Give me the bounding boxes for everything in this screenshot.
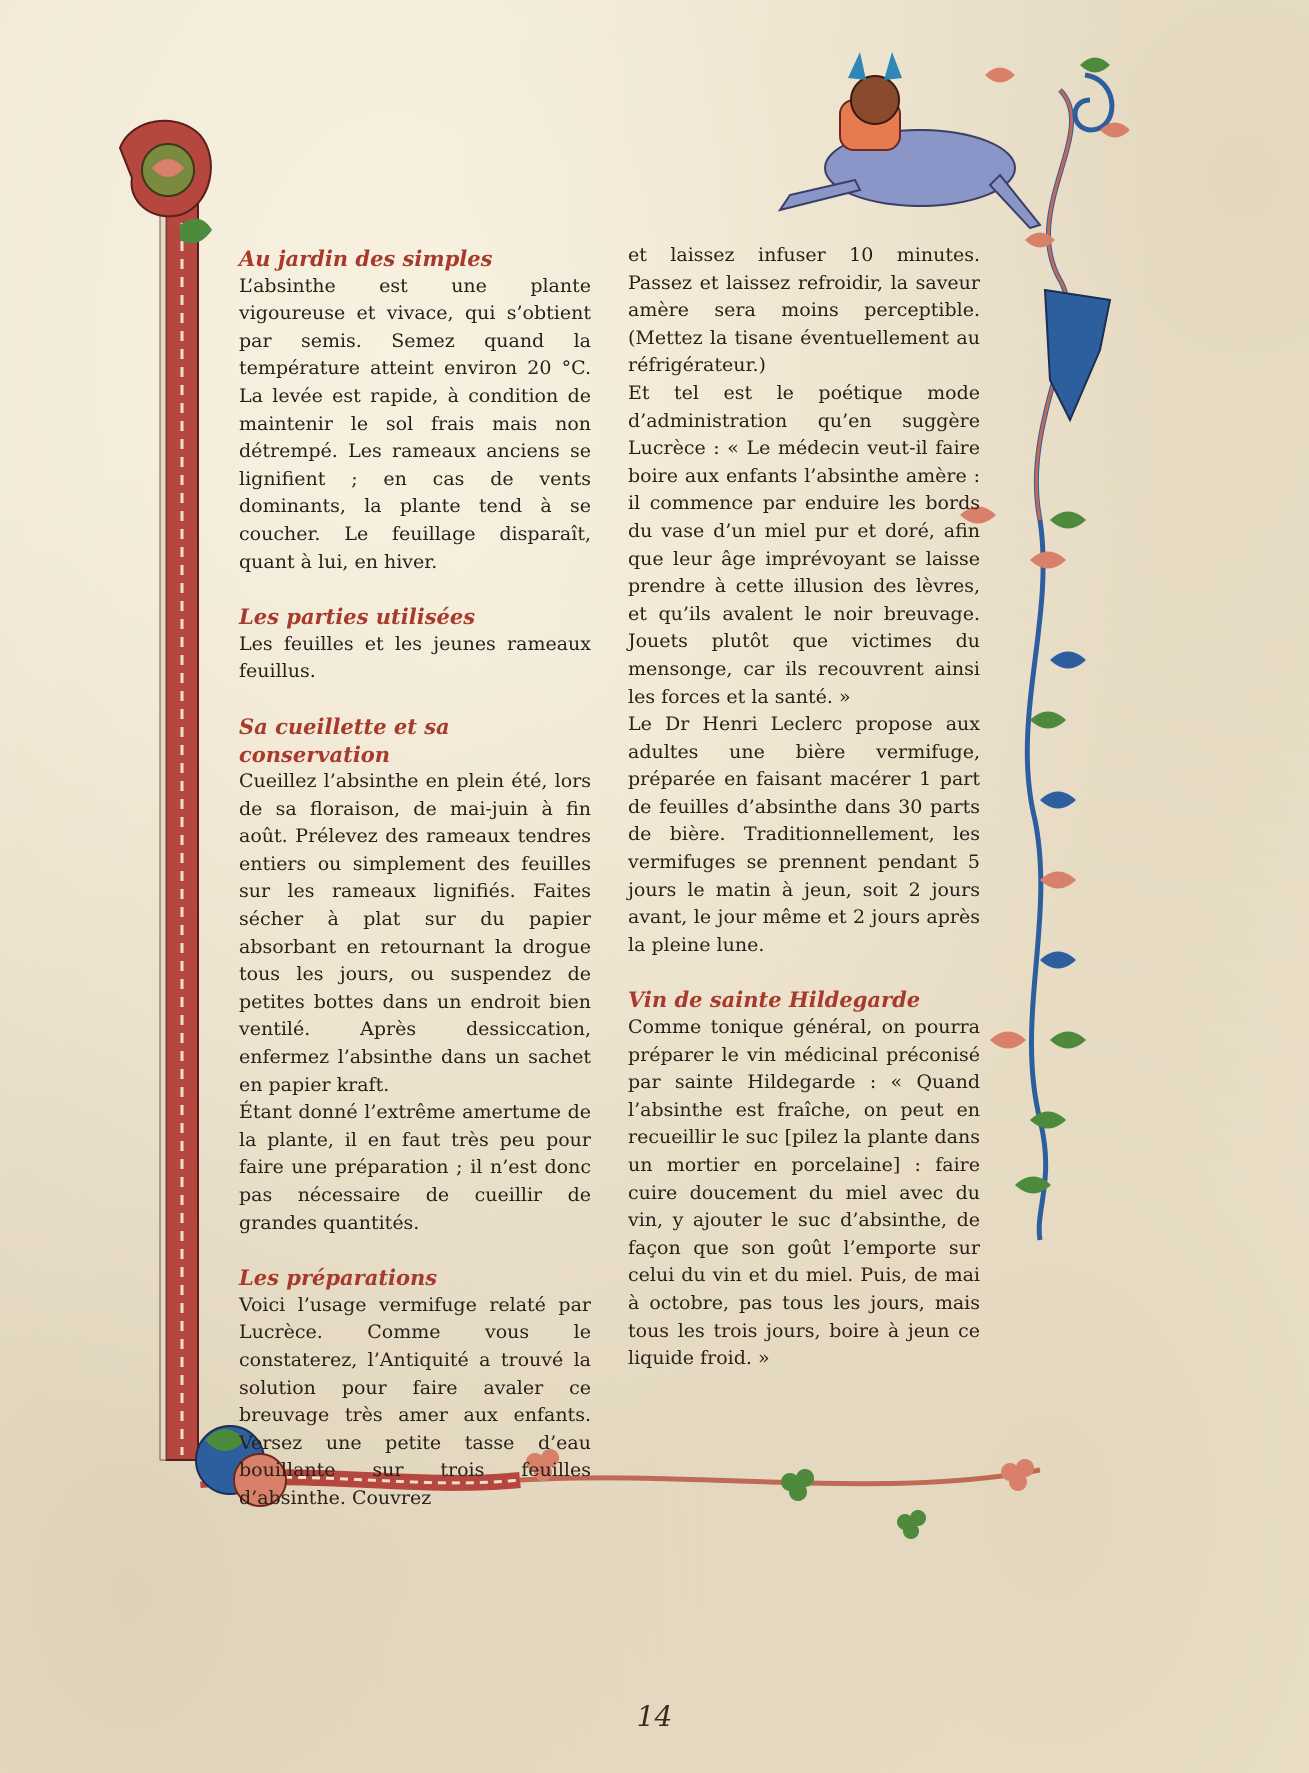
section-paragraph: Et tel est le poétique mode d’administration qu’en suggère Lucrèce : « Le médecin veut-il faire boire aux enfants l’absinthe amère : il commence par enduire les bords du vase d’un miel pur et doré, afin que leur âge imprévoyant se laisse prendre à cette illusion des lèvres, et qu’ils avalent le noir breuvage. Jouets plutôt que victimes du mensonge, car ils recouvrent ainsi les forces et la santé. »: [628, 381, 980, 708]
section-paragraph: et laissez infuser 10 minutes. Passez et laissez refroidir, la saveur amère sera moins perceptible. (Mettez la tisane éventuellement au réfrigérateur.): [628, 244, 980, 377]
section-paragraph: L’absinthe est une plante vigoureuse et vivace, qui s’obtient par semis. Semez quand la température atteint environ 20 °C. La levée est rapide, à condition de maintenir le sol frais mais non détrempé. Les rameaux anciens se lignifient ; en cas de vents dominants, la plante tend à se coucher. Le feuillage disparaît, quant à lui, en hiver.: [239, 274, 591, 573]
section-paragraph: Le Dr Henri Leclerc propose aux adultes une bière vermifuge, préparée en faisant macérer 1 part de feuilles d’absinthe dans 30 parts de bière. Traditionnellement, les vermifuges se prennent pendant 5 jours le matin à jeun, soit 2 jours avant, le jour même et 2 jours après la pleine lune.: [628, 713, 980, 956]
page-number: 14: [636, 1700, 673, 1733]
section-paragraph: Comme tonique général, on pourra préparer le vin médicinal préconisé par sainte Hildegarde : « Quand l’absinthe est fraîche, on peut en recueillir le suc [pilez la plante dans un mortier en porcelaine] : faire cuire doucement du miel avec du vin, y ajouter le suc d’absinthe, de façon que son goût l’emporte sur celui du vin et du miel. Puis, de mai à octobre, pas tous les jours, mais tous les trois jours, boire à jeun ce liquide froid. »: [628, 1016, 980, 1370]
bottom-trefoils: [526, 1449, 1034, 1539]
section-heading: Les parties utilisées: [239, 604, 476, 630]
section-heading: Au jardin des simples: [239, 246, 493, 271]
right-vine-leaves: [960, 58, 1130, 1194]
section-cueillette: [239, 713, 591, 1237]
right-column: [628, 242, 980, 1400]
preparations-continued: [628, 242, 980, 959]
section-vin-hildegarde: [628, 986, 980, 1372]
section-heading: Les préparations: [239, 1265, 438, 1291]
section-paragraph: Étant donné l’extrême amertume de la plante, il en faut très peu pour faire une préparation ; il n’est donc pas nécessaire de cueillir de grandes quantités.: [239, 1101, 591, 1234]
left-border-bar: [160, 200, 198, 1460]
left-column: [239, 245, 591, 1540]
section-au-jardin: [239, 245, 591, 576]
section-paragraph: Les feuilles et les jeunes rameaux feuillus.: [239, 632, 591, 683]
section-preparations: [239, 1264, 591, 1512]
section-parties-utilisees: [239, 603, 591, 686]
section-paragraph: Cueillez l’absinthe en plein été, lors de sa floraison, de mai-juin à fin août. Prélevez des rameaux tendres entiers ou simplement des feuilles sur les rameaux lignifiés. Faites sécher à plat sur du papier absorbant en retournant la drogue tous les jours, ou suspendez de petites bottes dans un endroit bien ventilé. Après dessiccation, enfermez l’absinthe dans un sachet en papier kraft.: [239, 770, 591, 1096]
section-paragraph: Voici l’usage vermifuge relaté par Lucrèce. Comme vous le constaterez, l’Antiquité a trouvé la solution pour faire avaler ce breuvage très amer aux enfants. Versez une petite tasse d’eau bouillante sur trois feuilles d’absinthe. Couvrez: [239, 1293, 591, 1509]
section-heading: Sa cueillette et sa conservation: [239, 713, 450, 767]
section-heading: Vin de sainte Hildegarde: [628, 987, 921, 1013]
